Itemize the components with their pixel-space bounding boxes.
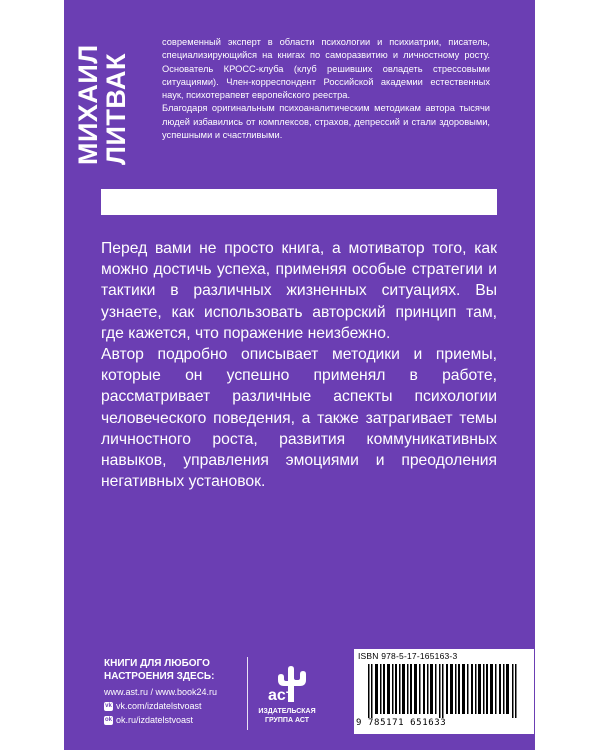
promo-title-line: КНИГИ ДЛЯ ЛЮБОГО bbox=[104, 658, 210, 669]
book-description bbox=[101, 238, 497, 492]
publisher-logo bbox=[254, 660, 320, 725]
barcode-icon bbox=[368, 664, 520, 718]
publisher-name bbox=[254, 707, 320, 725]
vk-link[interactable] bbox=[104, 699, 254, 713]
website-links[interactable]: www.ast.ru / www.book24.ru bbox=[104, 687, 218, 697]
author-bio bbox=[162, 36, 490, 142]
logo-text: аст bbox=[268, 687, 294, 704]
vk-icon: vk bbox=[105, 702, 112, 709]
promo-block bbox=[104, 658, 254, 727]
isbn-number: ISBN 978-5-17-165163-3 bbox=[358, 651, 458, 661]
promo-title bbox=[104, 658, 254, 683]
bio-paragraph: Благодаря оригинальным психоаналитическим методикам автора тысячи людей избавились от комплексов, страхов, депрессий и стали здоровыми, успешными и счастливыми. bbox=[162, 103, 490, 141]
ok-icon: ok bbox=[104, 716, 112, 723]
divider bbox=[247, 657, 248, 730]
promo-title-line: НАСТРОЕНИЯ ЗДЕСЬ: bbox=[104, 670, 215, 682]
ok-url: ok.ru/izdatelstvoast bbox=[116, 715, 194, 725]
white-strip bbox=[101, 189, 497, 215]
barcode-area bbox=[354, 649, 534, 734]
author-name bbox=[74, 5, 134, 165]
author-last-name: ЛИТВАК bbox=[101, 53, 131, 165]
description-paragraph: Автор подробно описывает методики и приемы, которые он успешно применял в работе, рассматривает различные аспекты психологии человеческого поведения, а также затрагивает темы личностного роста, развития коммуникативных навыков, управления эмоциями и преодоления негативных установок. bbox=[101, 346, 497, 491]
bio-paragraph: современный эксперт в области психологии и психиатрии, писатель, специализирующийся на книгах по саморазвитию и личностному росту. Основатель КРОСС-клуба (клуб решивших овладеть стрессовыми ситуациями). Член-корреспондент Российской академии естественных наук, психотерапевт европейского реестра. bbox=[162, 37, 490, 101]
ast-logo-icon bbox=[265, 660, 309, 704]
vk-url: vk.com/izdatelstvoast bbox=[116, 701, 202, 711]
barcode-digits: 9 785171 651633 bbox=[356, 718, 447, 728]
author-first-name: МИХАИЛ bbox=[73, 44, 103, 165]
back-cover bbox=[64, 0, 535, 750]
publisher-name-line: ГРУППА АСТ bbox=[265, 717, 309, 724]
ok-link[interactable] bbox=[104, 713, 254, 727]
publisher-name-line: ИЗДАТЕЛЬСКАЯ bbox=[258, 708, 316, 715]
description-paragraph: Перед вами не просто книга, а мотиватор того, как можно достичь успеха, применяя особые стратегии и тактики в различных жизненных ситуациях. Вы узнаете, как использовать авторский принцип там, где кажется, что поражение неизбежно. bbox=[101, 240, 497, 342]
